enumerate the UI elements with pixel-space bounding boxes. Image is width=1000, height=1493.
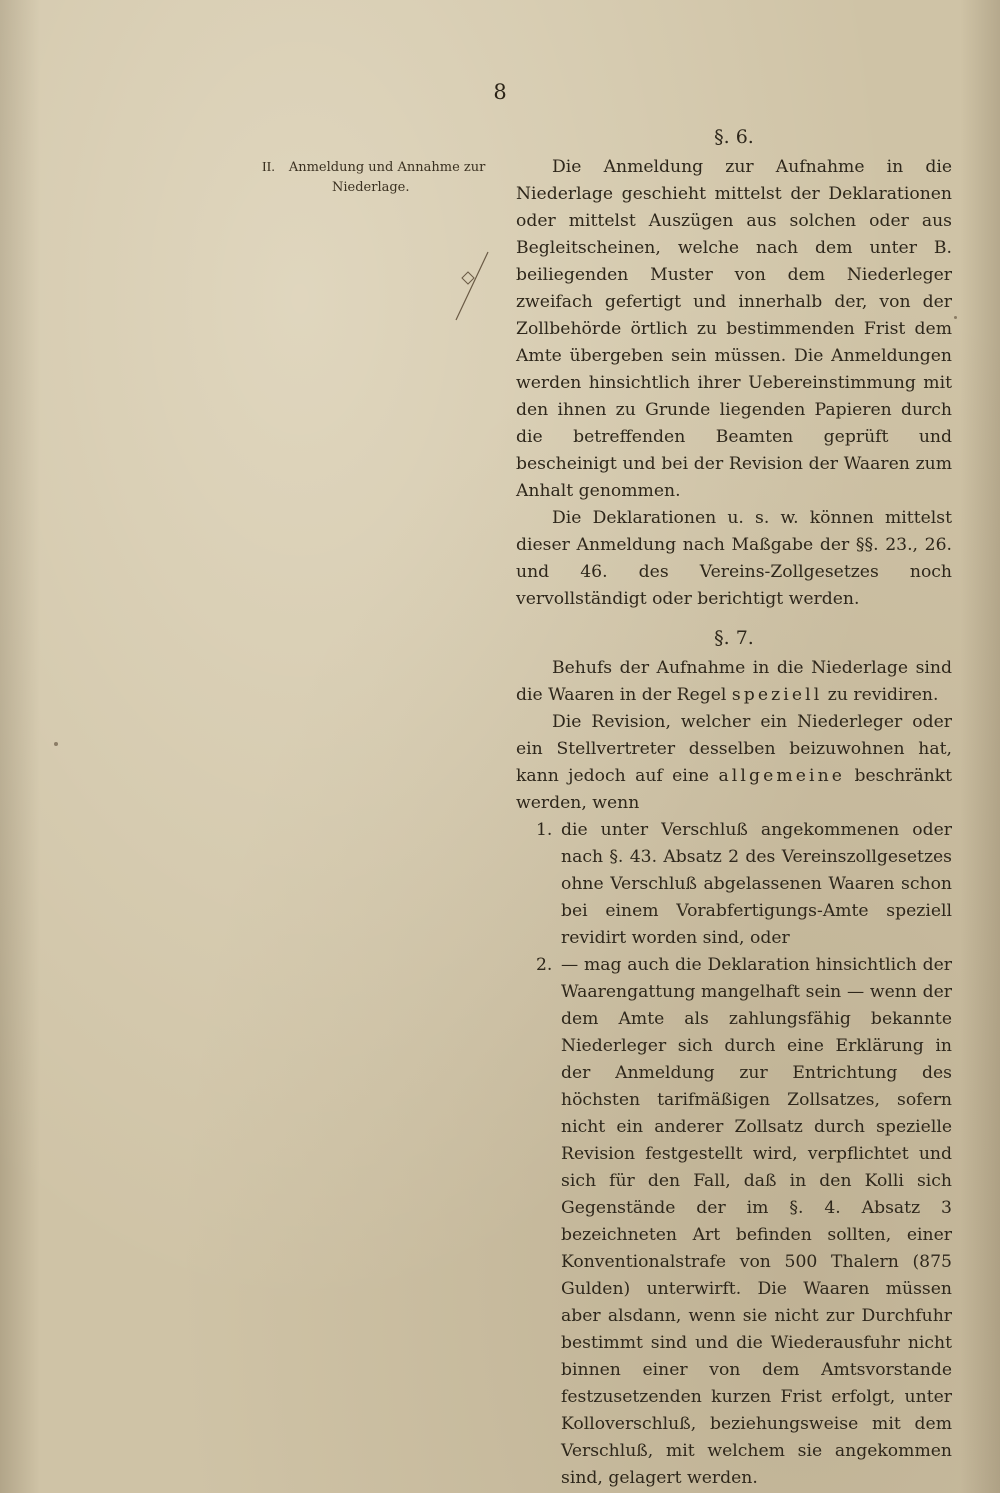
section-7-paragraph-1-text-b: zu revidiren. (822, 685, 939, 705)
section-7-paragraph-1 (516, 655, 952, 709)
section-6-paragraph-1: Die Anmeldung zur Aufnahme in die Niederlage geschieht mittelst der Deklarationen oder mittelst Auszügen aus solchen oder aus Begleitscheinen, welche nach dem unter B. beiliegenden Muster von dem Niederleger zweifach gefertigt und innerhalb der, von der Zollbehörde örtlich zu bestimmenden Frist dem Amte übergeben sein müssen. Die Anmeldungen werden hinsichtlich ihrer Uebereinstimmung mit den ihnen zu Grunde liegenden Papieren durch die betreffenden Beamten geprüft und bescheinigt und bei der Revision der Waaren zum Anhalt genommen. (516, 157, 952, 501)
section-7-paragraph-2-text-b: beschränkt werden, wenn (516, 766, 952, 813)
section-7-spaced-speziell: speziell (731, 685, 823, 705)
section-7-paragraph-1-text-a: Behufs der Aufnahme in die Niederlage sind die Waaren in der Regel (516, 658, 952, 705)
list-item-1 (516, 817, 952, 952)
page-number: 8 (493, 80, 507, 104)
list-item-2 (516, 952, 952, 1492)
section-7-paragraph-2 (516, 709, 952, 817)
pencil-mark (448, 250, 508, 330)
margin-note-line-2: Niederlage. (332, 180, 410, 195)
section-6-heading: §. 6. (714, 126, 754, 148)
list-item-1-text: die unter Verschluß angekommenen oder nach §. 43. Absatz 2 des Vereinszollgesetzes ohne Verschluß abgelassenen Waaren schon bei einem Vorabfertigungs-Amte speziell revidirt worden sind, oder (561, 820, 952, 948)
list-item-2-number: 2. (536, 955, 553, 975)
margin-note (262, 158, 512, 198)
margin-note-line-1: Anmeldung und Annahme zur (288, 160, 486, 175)
speck (54, 742, 58, 746)
speck (954, 316, 957, 319)
section-7-heading: §. 7. (714, 627, 754, 649)
main-text-column (516, 120, 952, 1492)
margin-roman-numeral: II. (262, 160, 275, 175)
list-item-1-number: 1. (536, 820, 553, 840)
section-6-paragraph-2: Die Deklarationen u. s. w. können mittelst dieser Anmeldung nach Maßgabe der §§. 23., 26. und 46. des Vereins-Zollgesetzes noch vervollständigt oder berichtigt werden. (516, 508, 952, 609)
section-7-spaced-allgemeine: allgemeine (718, 766, 846, 786)
section-7-paragraph-2-text-a: Die Revision, welcher ein Niederleger oder ein Stellvertreter desselben beizuwohnen hat, kann jedoch auf eine (516, 712, 952, 786)
list-item-2-text: — mag auch die Deklaration hinsichtlich der Waarengattung mangelhaft sein — wenn der dem Amte als zahlungsfähig bekannte Niederleger sich durch eine Erklärung in der Anmeldung zur Entrichtung des höchsten tarifmäßigen Zollsatzes, sofern nicht ein anderer Zollsatz durch spezielle Revision festgestellt wird, verpflichtet und sich für den Fall, daß in den Kolli sich Gegenstände der im §. 4. Absatz 3 bezeichneten Art befinden sollten, einer Konventionalstrafe von 500 Thalern (875 Gulden) unterwirft. Die Waaren müssen aber alsdann, wenn sie nicht zur Durchfuhr bestimmt sind und die Wiederausfuhr nicht binnen einer von dem Amtsvorstande festzusetzenden kurzen Frist erfolgt, unter Kolloverschluß, beziehungsweise mit dem Verschluß, mit welchem sie angekommen sind, gelagert werden. (561, 955, 952, 1488)
